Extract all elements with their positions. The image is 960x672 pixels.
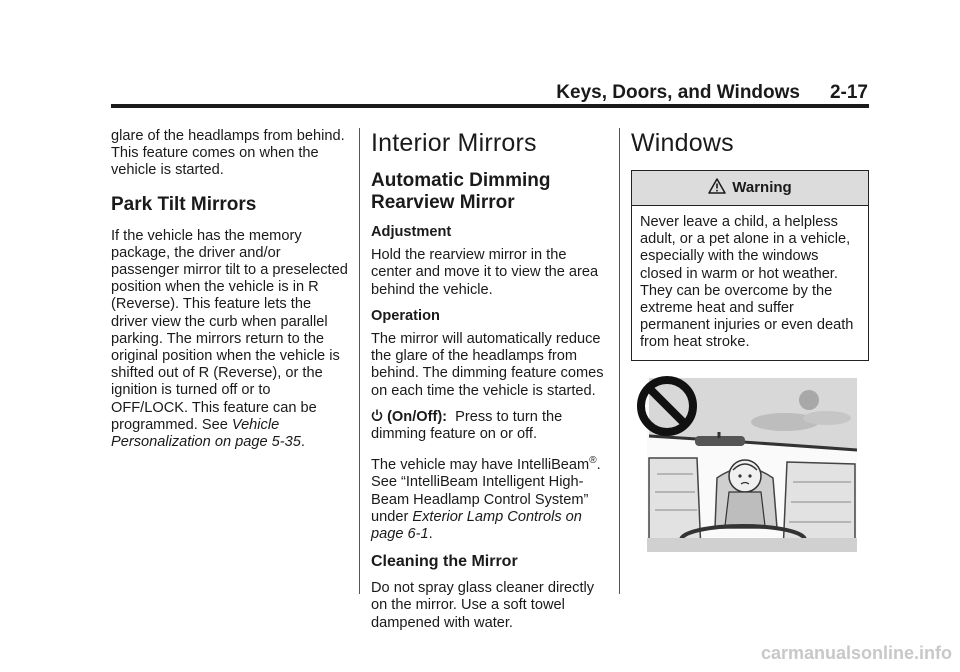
prohibition-icon	[635, 374, 699, 443]
power-icon	[371, 409, 383, 425]
onoff-label: (On/Off):	[387, 408, 448, 425]
warning-header	[632, 171, 868, 206]
column-divider	[359, 128, 360, 594]
section-title: Keys, Doors, and Windows	[556, 82, 800, 103]
warning-label: Warning	[732, 179, 792, 197]
cleaning-heading: Cleaning the Mirror	[371, 553, 518, 571]
column-right	[631, 128, 869, 361]
adjustment-label: Adjustment	[371, 224, 452, 240]
column-divider	[619, 128, 620, 594]
period: .	[428, 525, 433, 542]
interior-mirrors-title: Interior Mirrors	[371, 129, 537, 157]
page-number: 2-17	[829, 82, 868, 103]
vehicle-personalization-link[interactable]: Vehicle Personalization on page 5-35	[111, 416, 301, 451]
watermark: carmanualsonline.info	[760, 643, 952, 663]
registered-mark: ®	[589, 455, 597, 467]
intellibeam-text: The vehicle may have IntelliBeam	[371, 457, 590, 474]
park-tilt-heading: Park Tilt Mirrors	[111, 193, 257, 215]
adjustment-text: Hold the rearview mirror in the center and move it to view the area behind the vehicle.	[371, 247, 599, 298]
auto-dimming-heading: Automatic Dimming Rearview Mirror	[371, 170, 551, 213]
warning-triangle-icon	[708, 178, 732, 198]
period: .	[300, 434, 305, 451]
intellibeam-paragraph	[371, 452, 611, 543]
cleaning-text: Do not spray glass cleaner directly on the mirror. Use a soft towel dampened with water.	[371, 580, 595, 631]
warning-box	[631, 170, 869, 361]
onoff-text: Press to turn the dimming feature on or off.	[371, 408, 563, 443]
intellibeam-text-cont: . See “IntelliBeam Intelligent High-Beam Headlamp Control System” under	[371, 457, 601, 525]
column-left	[111, 128, 351, 460]
column-middle	[371, 128, 611, 641]
child-in-car-illustration	[637, 378, 857, 552]
page-header	[0, 0, 960, 110]
intro-paragraph: glare of the headlamps from behind. This feature comes on when the vehicle is started.	[111, 128, 345, 179]
header-rule	[111, 104, 869, 108]
operation-text: The mirror will automatically reduce the glare of the headlamps from behind. The dimming feature comes on each time the vehicle is started.	[371, 331, 604, 399]
operation-label: Operation	[371, 307, 440, 324]
warning-text: Never leave a child, a helpless adult, or a pet alone in a vehicle, especially with the windows closed in warm or hot weather. They can be overcome by the extreme heat and suffer permanent injuries or even death from heat stroke.	[640, 214, 854, 351]
onoff-paragraph	[371, 409, 611, 443]
windows-title: Windows	[631, 129, 734, 157]
park-tilt-text: If the vehicle has the memory package, the driver and/or passenger mirror tilt to a preselected position when the vehicle is in R (Reverse). This feature lets the driver view the curb when parallel parking. The mirrors return to the original position when the vehicle is shifted out of R (Reverse), or the ignition is turned off or to OFF/LOCK. This feature can be programmed. See	[111, 227, 348, 433]
exterior-lamp-controls-link[interactable]: Exterior Lamp Controls on page 6-1	[371, 508, 582, 542]
park-tilt-paragraph	[111, 228, 351, 452]
